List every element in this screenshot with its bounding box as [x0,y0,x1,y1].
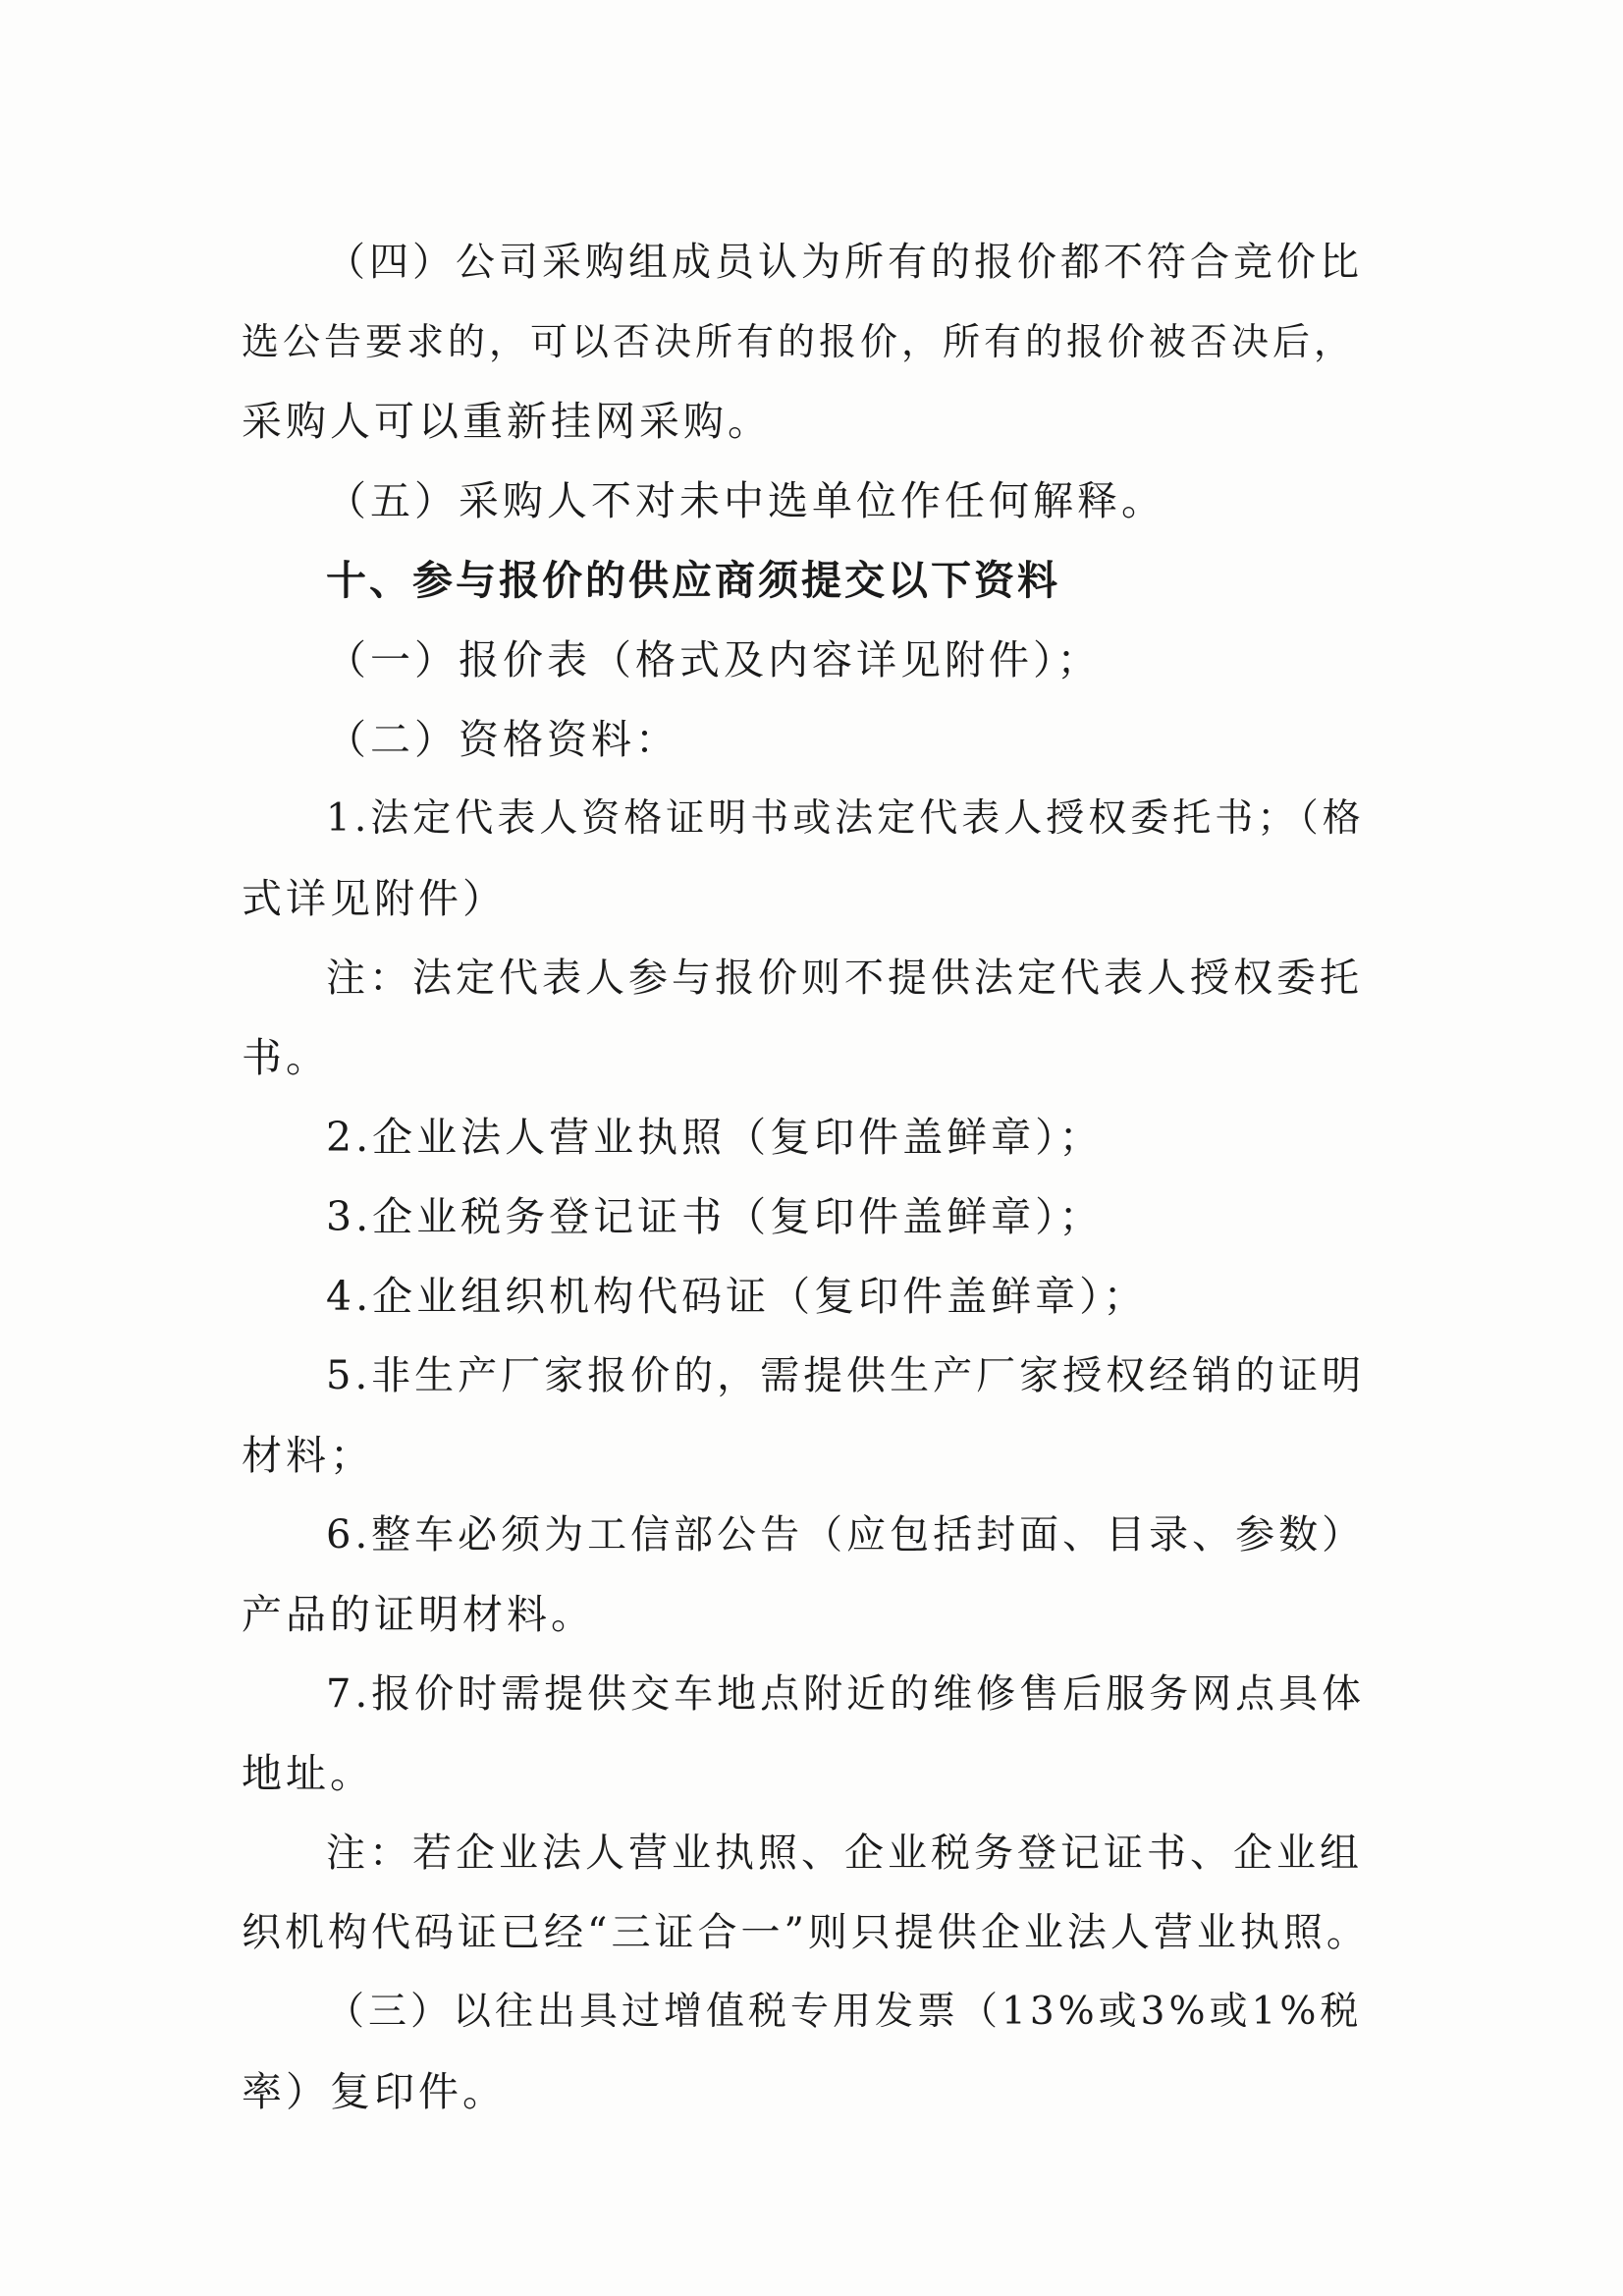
paragraph-4-line-1: （四）公司采购组成员认为所有的报价都不符合竞价比 [326,240,1363,285]
qualification-7-line-2: 地址。 [242,1750,374,1797]
qualification-6-line-2: 产品的证明材料。 [242,1591,595,1638]
note-1-line-1: 注：法定代表人参与报价则不提供法定代表人授权委托 [326,956,1363,1001]
qualification-2: 2.企业法人营业执照（复印件盖鲜章）； [326,1114,1104,1161]
qualification-6-line-1: 6.整车必须为工信部公告（应包括封面、目录、参数） [326,1512,1366,1558]
section-10-item-3-line-2: 率）复印件。 [242,2068,507,2115]
note-2-line-2: 织机构代码证已经“三证合一”则只提供企业法人营业执照。 [242,1910,1370,1955]
paragraph-4-line-2: 选公告要求的，可以否决所有的报价，所有的报价被否决后， [242,320,1356,363]
qualification-4: 4.企业组织机构代码证（复印件盖鲜章）； [326,1273,1148,1320]
note-1-line-2: 书。 [242,1034,330,1081]
paragraph-5-line-1: （五）采购人不对未中选单位作任何解释。 [326,477,1165,524]
note-2-line-1: 注：若企业法人营业执照、企业税务登记证书、企业组 [326,1831,1363,1876]
qualification-5-line-1: 5.非生产厂家报价的，需提供生产厂家授权经销的证明 [326,1353,1366,1398]
qualification-1-line-2: 式详见附件） [242,875,507,922]
qualification-3: 3.企业税务登记证书（复印件盖鲜章）； [326,1193,1104,1240]
section-10-item-3-line-1: （三）以往出具过增值税专用发票（13%或3%或1%税 [326,1990,1363,2034]
section-10-item-1: （一）报价表（格式及内容详见附件）； [326,636,1102,683]
paragraph-4-line-3: 采购人可以重新挂网采购。 [242,398,772,445]
section-10-item-2: （二）资格资料： [326,716,679,763]
section-10-heading: 十、参与报价的供应商须提交以下资料 [326,557,1060,604]
qualification-7-line-1: 7.报价时需提供交车地点附近的维修售后服务网点具体 [326,1671,1366,1717]
qualification-1-line-1: 1.法定代表人资格证明书或法定代表人授权委托书；（格 [326,796,1365,841]
qualification-5-line-2: 材料； [242,1432,374,1479]
